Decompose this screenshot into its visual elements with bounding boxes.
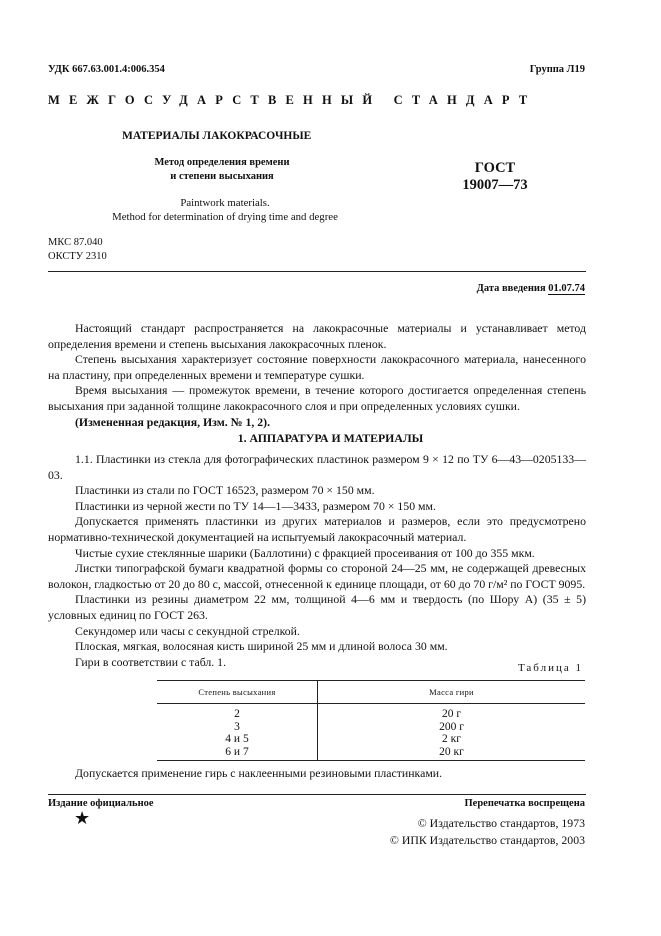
udc-code: УДК 667.63.001.4:006.354 [48, 64, 165, 75]
table-header-mass: Масса гири [318, 681, 586, 704]
table-note-block [48, 766, 586, 782]
table-header-degree: Степень высыхания [157, 681, 318, 704]
table-cell-degree: 3 [157, 721, 318, 734]
footer-rule [48, 794, 586, 795]
table-cell-mass: 20 кг [318, 746, 586, 761]
gost-label: ГОСТ [474, 160, 516, 176]
table-cell-mass: 2 кг [442, 733, 461, 745]
table-row [157, 746, 585, 761]
table-cell-degree: 4 и 5 [157, 733, 318, 746]
intro-block [48, 321, 586, 430]
amendment-note: (Измененная редакция, Изм. № 1, 2). [75, 414, 271, 429]
section-item: Чистые сухие стеклянные шарики (Баллотини) с фракцией просеивания от 100 до 355 мкм. [75, 545, 535, 560]
intro-date-value: 01.07.74 [548, 283, 585, 294]
table-row [157, 704, 585, 721]
section-item: Допускается применять пластинки из других материалов и размеров, если это предусмотрено нормативно-технической документацией на испытуемый лакокрасочный материал. [48, 514, 586, 544]
section-item: Пластинки из черной жести по ТУ 14—1—3433, размером 70 × 150 мм. [75, 498, 436, 513]
okstu-code: ОКСТУ 2310 [48, 251, 107, 262]
table-row [157, 721, 585, 734]
intro-paragraph-3: Время высыхания — промежуток времени, в течение которого достигается определенная степень высыхания при заданной толщине лакокрасочного слоя и при определенных условиях сушки. [48, 383, 586, 413]
table-row [157, 733, 585, 746]
reprint-prohibited: Перепечатка воспрещена [464, 798, 585, 809]
english-title-line-1: Paintwork materials. [180, 197, 270, 209]
subtitle-line-2: и степени высыхания [170, 171, 274, 182]
gost-number: 19007—73 [462, 177, 528, 193]
table-cell-mass: 200 г [439, 720, 464, 733]
group-code: Группа Л19 [529, 64, 585, 75]
copyright-2003: © ИПК Издательство стандартов, 2003 [389, 833, 585, 847]
intro-paragraph-2: Степень высыхания характеризует состояние поверхности лакокрасочного материала, нанесенного на пластину, при определенных времени и температуре сушки. [48, 352, 586, 382]
standard-banner: МЕЖГОСУДАРСТВЕННЫЙ СТАНДАРТ [48, 93, 537, 107]
table-note: Допускается применение гирь с наклеенными резиновыми пластинками. [75, 766, 443, 780]
table-cell-mass: 20 г [441, 708, 462, 720]
section-item: Пластинки из резины диаметром 22 мм, толщиной 4—6 мм и твердость (по Шору А) (35 ± 5) условных единиц по ГОСТ 263. [48, 592, 586, 622]
section-item: Секундомер или часы с секундной стрелкой. [75, 623, 300, 638]
document-title: МАТЕРИАЛЫ ЛАКОКРАСОЧНЫЕ [122, 130, 312, 142]
table-1 [157, 680, 585, 761]
star-icon: ★ [74, 808, 91, 828]
intro-date [477, 283, 585, 294]
table-caption: Таблица 1 [517, 662, 583, 674]
table-header-row [157, 681, 585, 704]
english-title-line-2: Method for determination of drying time and degree [112, 211, 338, 223]
mks-code: МКС 87.040 [48, 237, 103, 248]
official-edition: Издание официальное [48, 798, 154, 809]
section-item: Гири в соответствии с табл. 1. [75, 654, 227, 669]
section-item: Листки типографской бумаги квадратной формы со стороной 24—25 мм, не содержащей древесных волокон, гладкостью от 20 до 80 с, массой, отнесенной к единице площади, от 60 до 70 г/м² по ГОСТ 9095. [48, 561, 586, 591]
section-1-heading: 1. АППАРАТУРА И МАТЕРИАЛЫ [237, 431, 424, 445]
section-1-block [48, 452, 586, 670]
copyright-1973: © Издательство стандартов, 1973 [417, 816, 585, 830]
section-item: Плоская, мягкая, волосяная кисть шириной 25 мм и длиной волоса 30 мм. [75, 639, 448, 654]
header-rule [48, 271, 586, 272]
intro-date-label: Дата введения [476, 283, 546, 294]
table-cell-degree: 6 и 7 [157, 746, 318, 761]
table-cell-degree: 2 [157, 704, 318, 721]
section-item: Пластинки из стали по ГОСТ 16523, размером 70 × 150 мм. [75, 483, 375, 498]
subtitle-line-1: Метод определения времени [154, 157, 290, 168]
section-item: 1.1. Пластинки из стекла для фотографических пластинок размером 9 × 12 по ТУ 6—43—0205133—03. [48, 452, 586, 482]
intro-paragraph-1: Настоящий стандарт распространяется на лакокрасочные материалы и устанавливает метод определения времени и степень высыхания лакокрасочных пленок. [48, 321, 586, 351]
